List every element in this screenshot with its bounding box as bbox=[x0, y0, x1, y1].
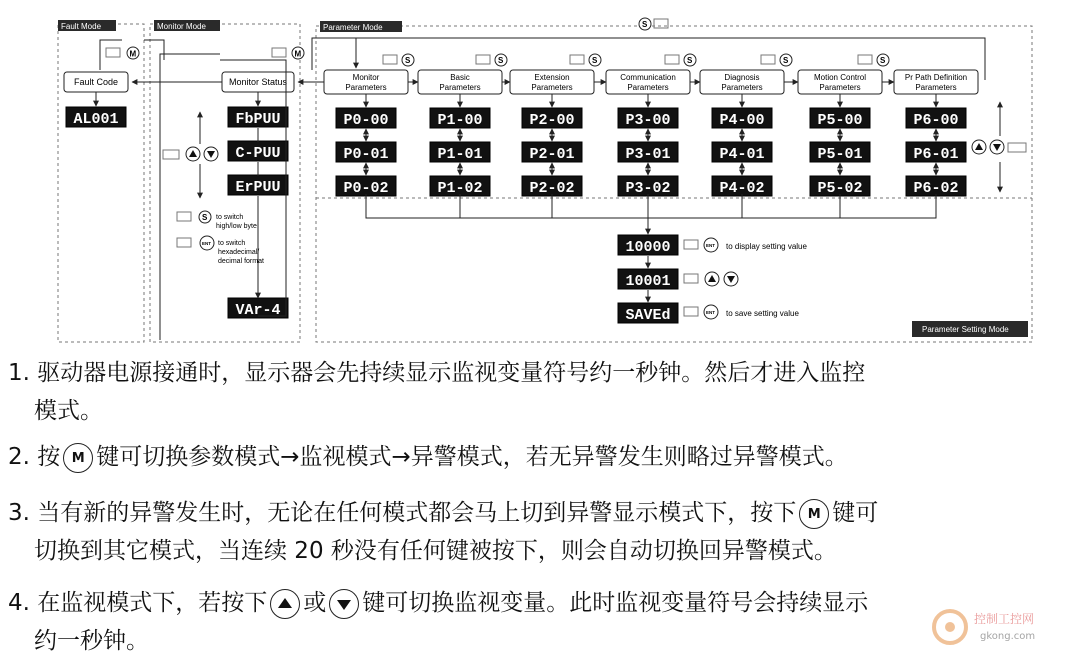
hint-switch-byte-1: to switch bbox=[216, 214, 244, 221]
svg-text:P1-00: P1-00 bbox=[437, 112, 483, 129]
lcd-param-code bbox=[810, 142, 870, 163]
svg-text:S: S bbox=[592, 56, 598, 65]
lcd-param-code bbox=[430, 108, 490, 129]
param-group-subtitle: Parameters bbox=[627, 83, 669, 92]
svg-text:P1-01: P1-01 bbox=[437, 146, 483, 163]
param-group-title: Motion Control bbox=[813, 73, 867, 82]
lcd-param-code bbox=[906, 142, 966, 163]
hint-switch-fmt-1: to switch bbox=[218, 240, 246, 247]
svg-text:VAr-4: VAr-4 bbox=[235, 302, 281, 319]
lcd-param-code bbox=[712, 142, 772, 163]
hint-switch-fmt-2: hexadecimal/ bbox=[218, 249, 260, 256]
fault-mode-tag: Fault Mode bbox=[61, 22, 102, 31]
lcd-param-code bbox=[336, 142, 396, 163]
svg-text:P5-01: P5-01 bbox=[817, 146, 863, 163]
lcd-param-code bbox=[618, 108, 678, 129]
svg-text:S: S bbox=[783, 56, 789, 65]
svg-text:M: M bbox=[294, 49, 302, 59]
svg-text:10000: 10000 bbox=[625, 239, 671, 256]
param-group-title: Extension bbox=[534, 73, 570, 82]
lcd-monitor-var bbox=[228, 141, 288, 162]
svg-text:P5-02: P5-02 bbox=[817, 180, 863, 197]
param-group-subtitle: Parameters bbox=[819, 83, 861, 92]
watermark-brand: 控制工控网 bbox=[974, 612, 1035, 626]
svg-text:ENT: ENT bbox=[706, 243, 715, 248]
param-group-subtitle: Parameters bbox=[531, 83, 573, 92]
monitor-mode-tag: Monitor Mode bbox=[157, 22, 206, 31]
notes-list bbox=[0, 350, 1080, 667]
lcd-param-code bbox=[430, 176, 490, 197]
lcd-param-code bbox=[522, 108, 582, 129]
parameter-setting-tag: Parameter Setting Mode bbox=[922, 325, 1009, 334]
lcd-param-code bbox=[810, 176, 870, 197]
lcd-param-code bbox=[336, 176, 396, 197]
svg-text:C-PUU: C-PUU bbox=[235, 145, 281, 162]
lcd-param-code bbox=[618, 142, 678, 163]
note-3: 3. 当有新的异警发生时，无论在任何模式都会马上切到异警显示模式下，按下 M 键可 切换到其它模式，当连续 20 秒没有任何键被按下，则会自动切换回异警模式。 bbox=[8, 500, 879, 564]
svg-text:P0-01: P0-01 bbox=[343, 146, 389, 163]
fault-code-label: Fault Code bbox=[73, 77, 119, 87]
svg-text:AL001: AL001 bbox=[73, 111, 119, 128]
svg-text:S: S bbox=[687, 56, 693, 65]
param-group-subtitle: Parameters bbox=[345, 83, 387, 92]
svg-text:P5-00: P5-00 bbox=[817, 112, 863, 129]
lcd-param-code bbox=[522, 176, 582, 197]
svg-text:P3-02: P3-02 bbox=[625, 180, 671, 197]
hint-switch-fmt-3: decimal format bbox=[218, 258, 264, 265]
hint-switch-byte-2: high/low byte bbox=[216, 223, 257, 230]
svg-text:P4-02: P4-02 bbox=[719, 180, 765, 197]
svg-text:S: S bbox=[498, 56, 504, 65]
svg-text:P2-00: P2-00 bbox=[529, 112, 575, 129]
param-group-title: Diagnosis bbox=[724, 73, 760, 82]
m-key-icon: M bbox=[799, 499, 829, 529]
down-key-icon bbox=[329, 589, 359, 619]
param-group-subtitle: Parameters bbox=[915, 83, 957, 92]
svg-text:SAVEd: SAVEd bbox=[625, 307, 671, 324]
lcd-param-code bbox=[810, 108, 870, 129]
lcd-param-code bbox=[618, 176, 678, 197]
lcd-param-code bbox=[430, 142, 490, 163]
svg-text:ErPUU: ErPUU bbox=[235, 179, 281, 196]
param-group-subtitle: Parameters bbox=[439, 83, 481, 92]
svg-text:P3-01: P3-01 bbox=[625, 146, 671, 163]
svg-text:P6-02: P6-02 bbox=[913, 180, 959, 197]
monitor-status-label: Monitor Status bbox=[228, 77, 288, 87]
parameter-mode-tag: Parameter Mode bbox=[323, 23, 383, 32]
watermark-logo bbox=[920, 587, 1070, 657]
svg-text:P6-00: P6-00 bbox=[913, 112, 959, 129]
svg-text:P0-02: P0-02 bbox=[343, 180, 389, 197]
svg-text:S: S bbox=[202, 213, 208, 222]
svg-text:P1-02: P1-02 bbox=[437, 180, 483, 197]
lcd-param-code bbox=[906, 176, 966, 197]
param-group-title: Pr Path Definition bbox=[904, 73, 968, 82]
note-4: 4. 在监视模式下，若按下 或 键可切换监视变量。此时监视变量符号会持续显示 约一秒钟。 bbox=[8, 590, 869, 654]
svg-text:P2-01: P2-01 bbox=[529, 146, 575, 163]
svg-text:P3-00: P3-00 bbox=[625, 112, 671, 129]
lcd-param-code bbox=[522, 142, 582, 163]
svg-text:M: M bbox=[129, 49, 137, 59]
svg-text:P2-02: P2-02 bbox=[529, 180, 575, 197]
hint-save-setting: to save setting value bbox=[726, 309, 799, 318]
lcd-setting-value bbox=[618, 235, 678, 256]
param-group-title: Monitor bbox=[352, 73, 380, 82]
lcd-monitor-var bbox=[228, 175, 288, 196]
svg-text:10001: 10001 bbox=[625, 273, 671, 290]
param-group-title: Communication bbox=[620, 73, 676, 82]
param-group-title: Basic bbox=[450, 73, 470, 82]
svg-text:ENT: ENT bbox=[706, 310, 715, 315]
m-key-icon: M bbox=[63, 443, 93, 473]
up-key-icon bbox=[270, 589, 300, 619]
lcd-param-code bbox=[712, 108, 772, 129]
lcd-param-code bbox=[906, 108, 966, 129]
lcd-fault-code bbox=[66, 107, 126, 128]
svg-text:S: S bbox=[880, 56, 886, 65]
lcd-monitor-var bbox=[228, 107, 288, 128]
svg-text:P0-00: P0-00 bbox=[343, 112, 389, 129]
hint-display-setting: to display setting value bbox=[726, 242, 807, 251]
param-group-subtitle: Parameters bbox=[721, 83, 763, 92]
svg-text:S: S bbox=[642, 20, 648, 29]
lcd-param-code bbox=[336, 108, 396, 129]
lcd-param-code bbox=[712, 176, 772, 197]
note-1: 1. 驱动器电源接通时，显示器会先持续显示监视变量符号约一秒钟。然后才进入监控 模式。 bbox=[8, 360, 866, 424]
svg-text:P4-00: P4-00 bbox=[719, 112, 765, 129]
note-2: 2. 按 M 键可切换参数模式→监视模式→异警模式，若无异警发生则略过异警模式。 bbox=[8, 438, 848, 476]
svg-text:P6-01: P6-01 bbox=[913, 146, 959, 163]
svg-text:P4-01: P4-01 bbox=[719, 146, 765, 163]
watermark-site: gkong.com bbox=[980, 631, 1036, 642]
lcd-setting-value bbox=[618, 303, 678, 324]
svg-text:FbPUU: FbPUU bbox=[235, 111, 281, 128]
svg-text:ENT: ENT bbox=[202, 241, 211, 246]
svg-text:S: S bbox=[405, 56, 411, 65]
lcd-setting-value bbox=[618, 269, 678, 290]
